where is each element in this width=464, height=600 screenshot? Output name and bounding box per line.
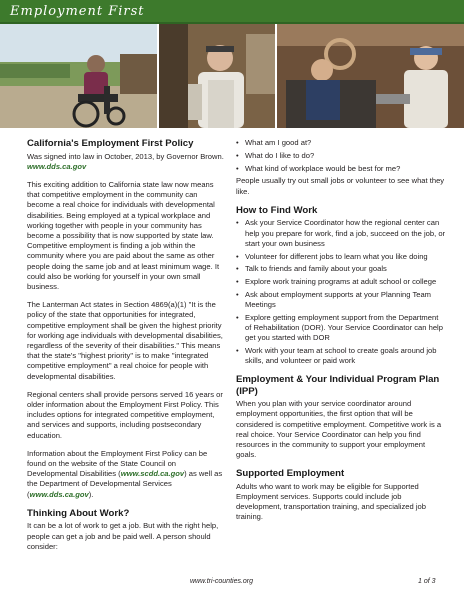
banner-title: Employment First bbox=[10, 4, 145, 19]
list-item: • Explore getting employment support from the Department of Rehabilitation (DOR). Your Service Coordinator can help get you started with DOR bbox=[236, 313, 446, 344]
list-item: • Volunteer for different jobs to learn what you like doing bbox=[236, 252, 446, 262]
banner-photo-workshop bbox=[276, 24, 464, 128]
header-banner bbox=[0, 0, 464, 128]
page-number: 1 of 3 bbox=[418, 578, 436, 585]
paragraph-lanterman-act: The Lanterman Act states in Section 4869(a)(1) "It is the policy of the state that opportunities for integrated, competitive employment shall be given the highest priority for working age individuals with developmental disabilities, regardless of the severity of their disabilities." This means that the state's "highest priority" is to make "integrated competitive employment" a real choice for people with developmental disabilities. bbox=[27, 300, 223, 381]
paragraph-consider: It can be a lot of work to get a job. But with the right help, people can get a job and be paid well. A person should consider: bbox=[27, 521, 219, 551]
signed-paragraph bbox=[27, 152, 225, 172]
paragraph-regional-centers: Regional centers shall provide persons served 16 years or older information about the Employment First Policy. This includes options for integrated competitive employment, and services and supports, including postsecondary education. bbox=[27, 389, 223, 440]
list-item: • What kind of workplace would be best for me? bbox=[236, 164, 446, 174]
find-work-list bbox=[236, 218, 446, 366]
paragraph-ipp: When you plan with your service coordinator around employment opportunities, the first option that will be considered is competitive employment. Competitive work is a real choice. Your Service Coordinator can help you find resources in the community to support your employment goals. bbox=[236, 399, 442, 460]
right-column bbox=[236, 138, 446, 523]
paragraph-competitive-employment: This exciting addition to California state law now means that competitive employment in the community can become a real choice for individuals with developmental disabilities. Being employed at a typical workplace and working together with people in your community has become a possibility that is now supported by state law. Competitive employment is finding a job within the community where you are paid about the same as other people doing the same job and at least minimum wage. It could also be working for yourself in your own small business. bbox=[27, 179, 220, 291]
banner-photo-wheelchair-user bbox=[0, 24, 158, 128]
banner-photo-worker-apron bbox=[158, 24, 276, 128]
paragraph-policy-info bbox=[27, 449, 225, 500]
list-item: • Explore work training programs at adult school or college bbox=[236, 277, 446, 287]
signed-text: Was signed into law in October, 2013, by Governor Brown. bbox=[27, 151, 224, 161]
link-scdd[interactable]: www.scdd.ca.gov bbox=[120, 469, 185, 479]
policy-info-text-a: Information about the Employment First Policy can be found on the website of the State Council on Developmental Disabilities ( bbox=[27, 448, 208, 479]
left-column bbox=[27, 138, 225, 552]
list-item: • Ask about employment supports at your Planning Team Meetings bbox=[236, 290, 446, 310]
link-dds-2[interactable]: www.dds.ca.gov bbox=[29, 489, 89, 499]
list-item: • Work with your team at school to create goals around job skills, and volunteer or paid work bbox=[236, 346, 446, 366]
list-item: • What am I good at? bbox=[236, 138, 446, 148]
paragraph-try-small-jobs: People usually try out small jobs or volunteer to see what they like. bbox=[236, 176, 445, 196]
link-dds-1[interactable]: www.dds.ca.gov bbox=[27, 161, 87, 171]
policy-info-text-b: ) as well as the Department of Developmental Services ( bbox=[27, 469, 223, 499]
heading-supported-employment: Supported Employment bbox=[236, 468, 345, 480]
policy-info-text-c: ). bbox=[88, 489, 94, 499]
heading-how-to-find-work: How to Find Work bbox=[236, 204, 318, 216]
footer-url[interactable]: www.tri-counties.org bbox=[190, 578, 254, 585]
photo-divider bbox=[275, 24, 277, 128]
list-item: • Talk to friends and family about your goals bbox=[236, 264, 446, 274]
consider-list bbox=[236, 138, 446, 174]
list-item: • What do I like to do? bbox=[236, 151, 446, 161]
photo-divider bbox=[157, 24, 159, 128]
heading-thinking-about-work: Thinking About Work? bbox=[27, 507, 130, 519]
heading-employment-first-policy: California's Employment First Policy bbox=[27, 138, 194, 149]
list-item: • Ask your Service Coordinator how the regional center can help you prepare for work, find a job, succeed on the job, or start your own business bbox=[236, 218, 446, 249]
paragraph-supported-employment: Adults who want to work may be eligible for Supported Employment services. Supports could include job development, transportation training, and specialized job training. bbox=[236, 481, 426, 522]
heading-employment-ipp: Employment & Your Individual Program Plan (IPP) bbox=[236, 374, 440, 397]
